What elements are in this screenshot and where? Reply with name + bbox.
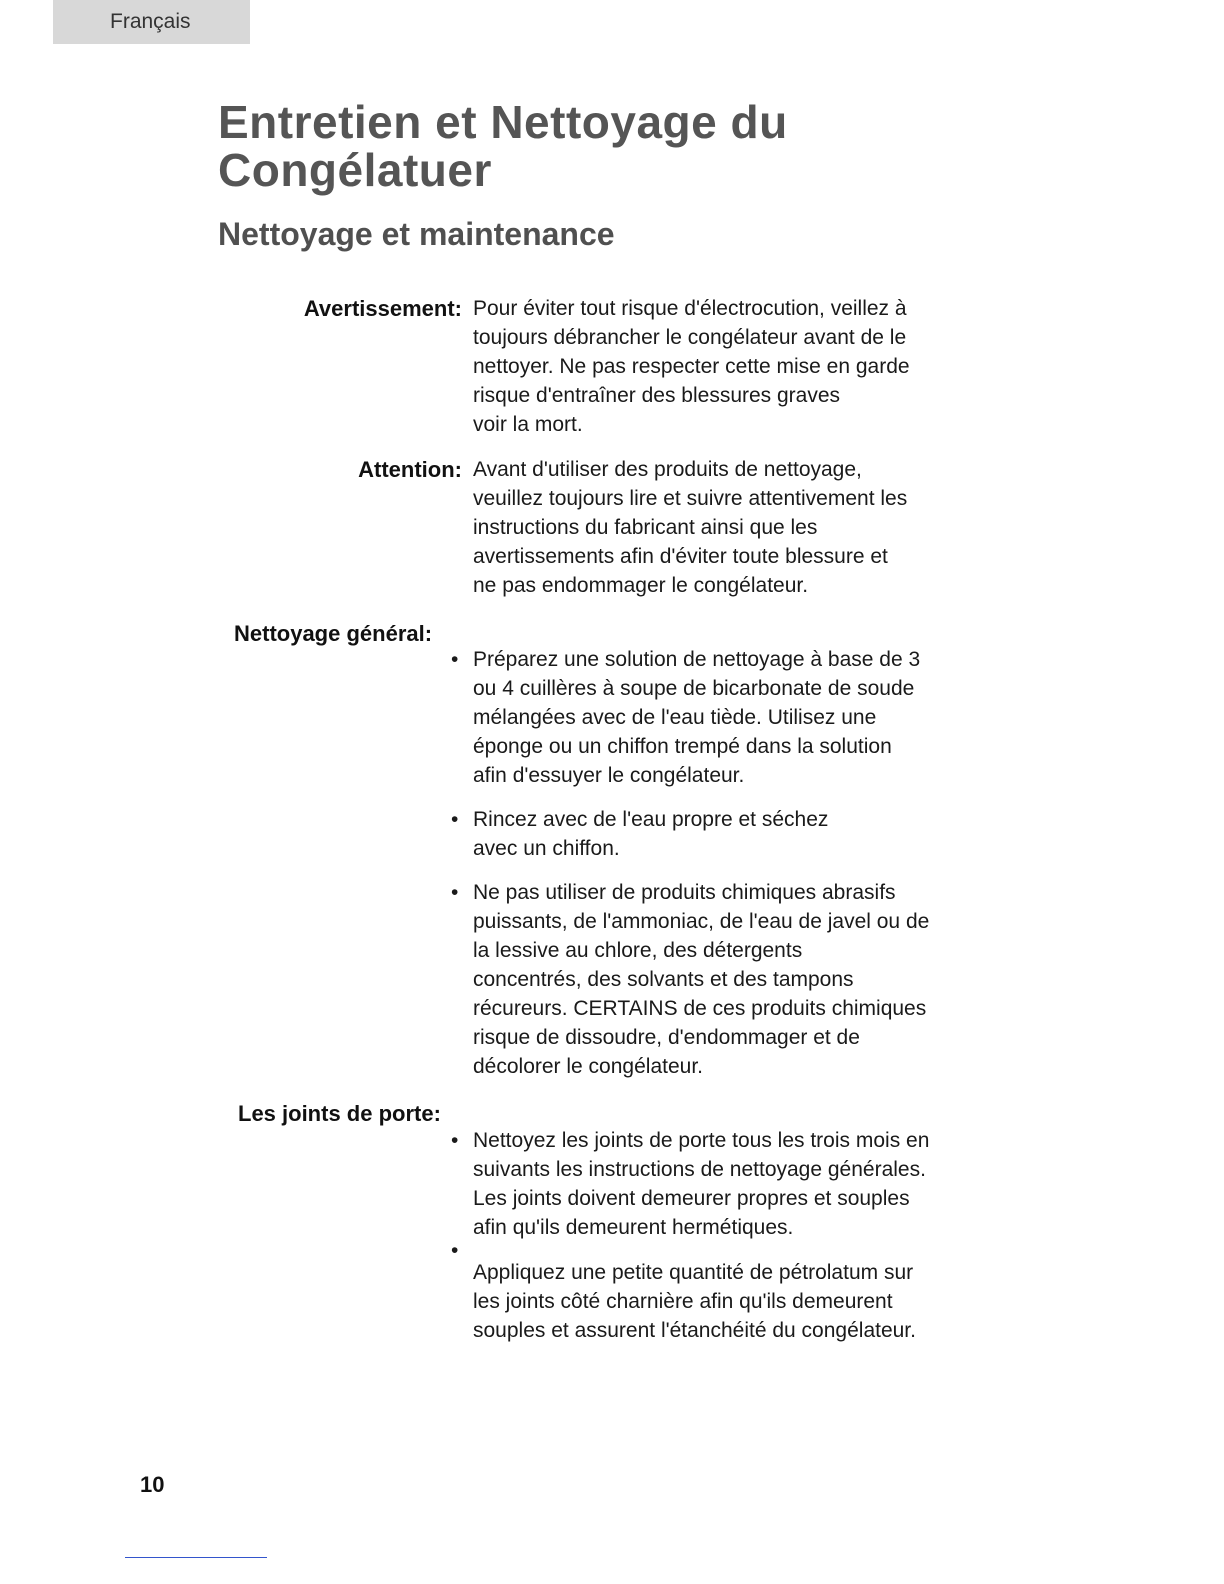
caution-line: avertissements afin d'éviter toute blessure et bbox=[473, 545, 888, 568]
item-line: Appliquez une petite quantité de pétrolatum sur bbox=[473, 1261, 914, 1284]
item-line: puissants, de l'ammoniac, de l'eau de javel ou de bbox=[473, 910, 930, 933]
item-line: les joints côté charnière afin qu'ils demeurent bbox=[473, 1290, 893, 1313]
item-line: mélangées avec de l'eau tiède. Utilisez une bbox=[473, 706, 877, 729]
item-line: récureurs. CERTAINS de ces produits chimiques bbox=[473, 997, 927, 1020]
item-line: afin qu'ils demeurent hermétiques. bbox=[473, 1216, 794, 1239]
bullet-icon: • bbox=[451, 1239, 459, 1262]
item-line: Ne pas utiliser de produits chimiques abrasifs bbox=[473, 881, 896, 904]
warning-line: toujours débrancher le congélateur avant de le bbox=[473, 326, 907, 349]
language-tab: Français bbox=[53, 0, 250, 44]
door-seals-item bbox=[473, 1258, 1013, 1345]
page-number: 10 bbox=[140, 1472, 165, 1497]
item-line: Préparez une solution de nettoyage à base de 3 bbox=[473, 648, 921, 671]
page-title-line-2: Congélatuer bbox=[218, 144, 492, 196]
warning-line: Pour éviter tout risque d'électrocution, veillez à bbox=[473, 297, 907, 320]
warning-text bbox=[473, 294, 1013, 439]
item-line: la lessive au chlore, des détergents bbox=[473, 939, 803, 962]
item-line: décolorer le congélateur. bbox=[473, 1055, 703, 1078]
footer-rule bbox=[125, 1557, 267, 1558]
warning-line: risque d'entraîner des blessures graves bbox=[473, 384, 841, 407]
warning-line: nettoyer. Ne pas respecter cette mise en garde bbox=[473, 355, 910, 378]
caution-line: instructions du fabricant ainsi que les bbox=[473, 516, 818, 539]
item-line: Les joints doivent demeurer propres et souples bbox=[473, 1187, 910, 1210]
item-line: risque de dissoudre, d'endommager et de bbox=[473, 1026, 860, 1049]
bullet-icon: • bbox=[451, 808, 459, 831]
item-line: Nettoyez les joints de porte tous les trois mois en bbox=[473, 1129, 930, 1152]
caution-line: veuillez toujours lire et suivre attentivement les bbox=[473, 487, 908, 510]
general-cleaning-item bbox=[473, 805, 1013, 863]
item-line: concentrés, des solvants et des tampons bbox=[473, 968, 854, 991]
item-line: avec un chiffon. bbox=[473, 837, 620, 860]
item-line: suivants les instructions de nettoyage générales. bbox=[473, 1158, 926, 1181]
item-line: éponge ou un chiffon trempé dans la solution bbox=[473, 735, 892, 758]
caution-text bbox=[473, 455, 1013, 600]
caution-label: Attention: bbox=[358, 457, 462, 482]
item-line: ou 4 cuillères à soupe de bicarbonate de soude bbox=[473, 677, 915, 700]
page-title bbox=[218, 98, 1118, 194]
door-seals-item bbox=[473, 1126, 1013, 1242]
general-cleaning-item bbox=[473, 645, 1013, 790]
caution-line: Avant d'utiliser des produits de nettoyage, bbox=[473, 458, 862, 481]
item-line: afin d'essuyer le congélateur. bbox=[473, 764, 745, 787]
warning-label: Avertissement: bbox=[303, 296, 462, 321]
general-cleaning-label: Nettoyage général: bbox=[234, 621, 433, 646]
bullet-icon: • bbox=[451, 648, 459, 671]
warning-line: voir la mort. bbox=[473, 413, 583, 436]
door-seals-label: Les joints de porte: bbox=[238, 1101, 441, 1126]
item-line: souples et assurent l'étanchéité du congélateur. bbox=[473, 1319, 916, 1342]
general-cleaning-item bbox=[473, 878, 1013, 1081]
bullet-icon: • bbox=[451, 1129, 459, 1152]
bullet-icon: • bbox=[451, 881, 459, 904]
section-subtitle: Nettoyage et maintenance bbox=[218, 216, 615, 252]
page-title-line-1: Entretien et Nettoyage du bbox=[218, 96, 788, 148]
caution-line: ne pas endommager le congélateur. bbox=[473, 574, 809, 597]
item-line: Rincez avec de l'eau propre et séchez bbox=[473, 808, 829, 831]
